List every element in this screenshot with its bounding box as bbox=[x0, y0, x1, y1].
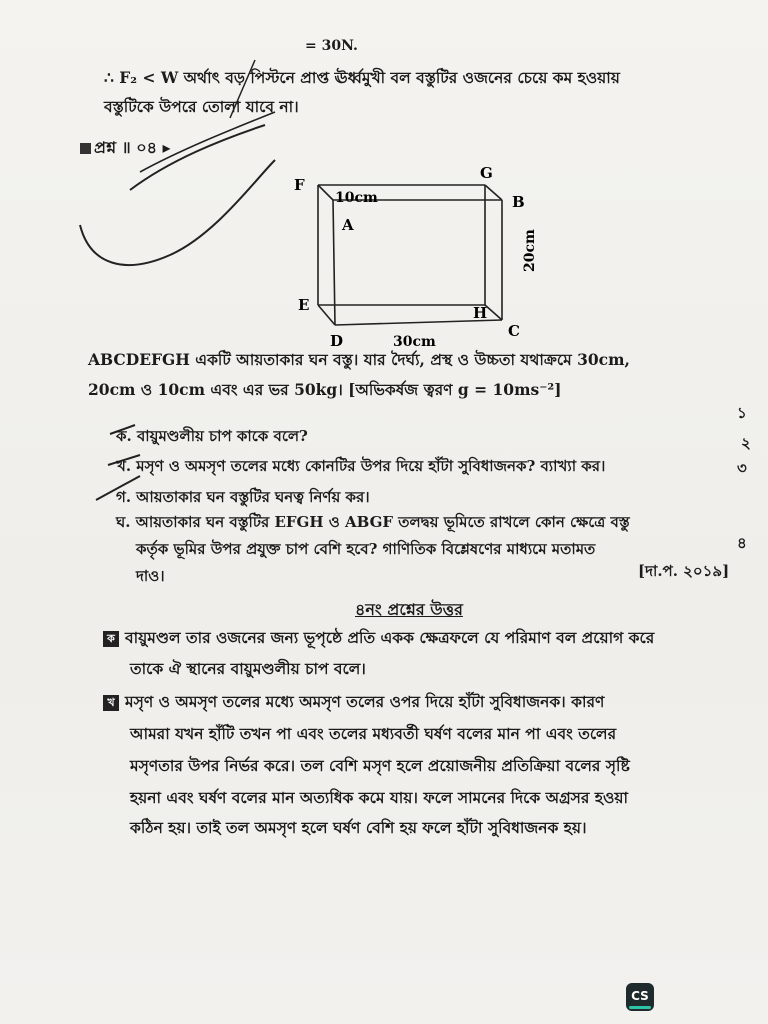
mark-gha: ৪ bbox=[737, 534, 747, 552]
answer-kha-line-3: মসৃণতার উপর নির্ভর করে। তল বেশি মসৃণ হলে প্রয়োজনীয় প্রতিক্রিয়া বলের সৃষ্টি bbox=[130, 756, 630, 775]
source-citation: [দা.প. ২০১৯] bbox=[638, 562, 730, 580]
dimension-length: 30cm bbox=[393, 334, 436, 350]
answer-kha-line-4: হয়না এবং ঘর্ষণ বলের মান অত্যধিক কমে যায়। ফলে সামনের দিকে অগ্রসর হওয়া bbox=[130, 788, 629, 807]
answer-kha-line-1 bbox=[103, 690, 604, 716]
part-gha-line-2: কর্তৃক ভূমির উপর প্রযুক্ত চাপ বেশি হবে? গাণিতিক বিশ্লেষণের মাধ্যমে মতামত bbox=[136, 540, 596, 558]
part-ga: গ. আয়তাকার ঘন বস্তুটির ঘনত্ব নির্ণয় কর। bbox=[116, 488, 370, 506]
vertex-label-d: D bbox=[330, 332, 344, 350]
mark-ga: ৩ bbox=[737, 459, 747, 477]
dimension-width: 10cm bbox=[335, 190, 378, 206]
question-description-line-2: 20cm ও 10cm এবং এর ভর 50kg। [অভিকর্ষজ ত্বরণ g = 10ms⁻²] bbox=[88, 380, 562, 399]
mark-ka: ১ bbox=[737, 404, 747, 422]
cut-off-text: = 30N. bbox=[305, 38, 358, 54]
vertex-label-g: G bbox=[480, 164, 493, 182]
dimension-height: 20cm bbox=[522, 229, 538, 272]
mark-kha: ২ bbox=[741, 434, 751, 452]
vertex-label-f: F bbox=[294, 176, 305, 194]
answer-kha-line-5: কঠিন হয়। তাই তল অমসৃণ হলে ঘর্ষণ বেশি হয় ফলে হাঁটা সুবিধাজনক হয়। bbox=[130, 818, 587, 837]
answer-ka-text-1: বায়ুমণ্ডল তার ওজনের জন্য ভূপৃষ্ঠে প্রতি একক ক্ষেত্রফলে যে পরিমাণ বল প্রয়োগ করে bbox=[125, 628, 655, 647]
part-kha: খ. মসৃণ ও অমসৃণ তলের মধ্যে কোনটির উপর দিয়ে হাঁটা সুবিধাজনক? ব্যাখ্যা কর। bbox=[116, 457, 606, 475]
vertex-label-a: A bbox=[342, 216, 354, 234]
cuboid-figure bbox=[290, 160, 540, 350]
question-label: প্রশ্ন ॥ ০৪ ▸ bbox=[94, 138, 171, 157]
part-ka: ক. বায়ুমণ্ডলীয় চাপ কাকে বলে? bbox=[116, 427, 308, 445]
question-description-line-1: ABCDEFGH একটি আয়তাকার ঘন বস্তু। যার দৈর্ঘ্য, প্রস্থ ও উচ্চতা যথাক্রমে 30cm, bbox=[88, 350, 630, 369]
previous-answer-line-2: বস্তুটিকে উপরে তোলা যাবে না। bbox=[104, 97, 299, 116]
answer-ka-tag: ক bbox=[103, 631, 119, 647]
answer-kha-text-1: মসৃণ ও অমসৃণ তলের মধ্যে অমসৃণ তলের ওপর দিয়ে হাঁটা সুবিধাজনক। কারণ bbox=[125, 692, 605, 711]
previous-answer-line-1: ∴ F₂ < W অর্থাৎ বড় পিস্টনে প্রাপ্ত ঊর্ধ্বমুখী বল বস্তুটির ওজনের চেয়ে কম হওয়ায় bbox=[104, 68, 620, 87]
vertex-label-e: E bbox=[298, 296, 310, 314]
part-gha-line-1: ঘ. আয়তাকার ঘন বস্তুটির EFGH ও ABGF তলদ্বয় ভূমিতে রাখলে কোন ক্ষেত্রে বস্তু bbox=[116, 513, 630, 531]
vertex-label-h: H bbox=[473, 304, 488, 322]
camscanner-logo-icon: CS bbox=[626, 983, 654, 1011]
answer-ka-line-2: তাকে ঐ স্থানের বায়ুমণ্ডলীয় চাপ বলে। bbox=[130, 659, 366, 678]
answer-kha-tag: খ bbox=[103, 695, 119, 711]
answer-kha-line-2: আমরা যখন হাঁটি তখন পা এবং তলের মধ্যবর্তী ঘর্ষণ বলের মান পা এবং তলের bbox=[130, 724, 617, 743]
vertex-label-b: B bbox=[512, 193, 525, 211]
vertex-label-c: C bbox=[508, 322, 520, 340]
answer-title: ৪নং প্রশ্নের উত্তর bbox=[355, 600, 463, 619]
part-gha-line-3: দাও। bbox=[136, 567, 165, 585]
answer-ka-line-1 bbox=[103, 626, 654, 652]
